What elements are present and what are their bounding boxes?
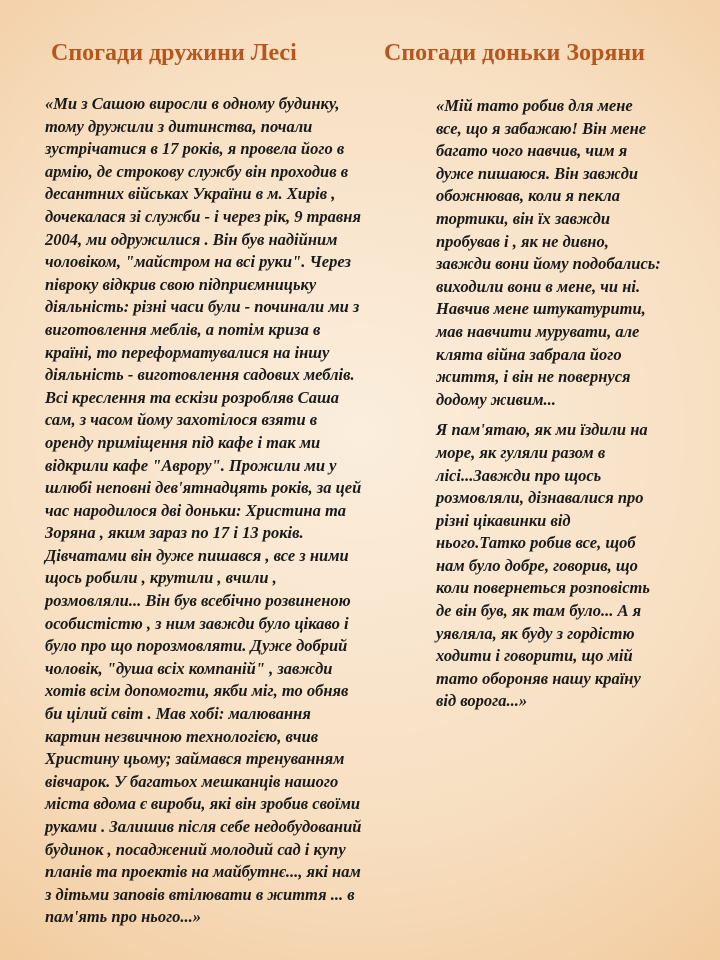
daughter-memories-paragraph-1: «Мій тато робив для мене все, що я забажаю! Він мене багато чого навчив, чим я дуже пишаюся. Він завжди обожнював, коли я пекла тортики, він їх завжди пробував і , як не дивно, завжди вони йому подобались: виходили вони в мене, чи ні. Навчив мене штукатурити, мав навчити мурувати, але клята війна забрала його життя, і він не повернуся додому живим... bbox=[436, 96, 661, 409]
title-wife-memories: Спогади дружини Лесі bbox=[51, 40, 297, 66]
daughter-memories-paragraph-2: Я пам'ятаю, як ми їздили на море, як гуляли разом в лісі...Завжди про щось розмовляли, дізнавалися про різні цікавинки від нього.Татко робив все, щоб нам було добре, говорив, що коли повернеться розповість де він був, як там було... А я уявляла, як буду з гордістю ходити і говорити, що мій тато обороняв нашу країну від ворога...» bbox=[436, 420, 650, 711]
wife-memories-text: «Ми з Сашою виросли в одному будинку, тому дружили з дитинства, почали зустрічатися в 17 років, я провела його в армію, де строкову службу він проходив в десантних військах України в м. Хирів , дочекалася зі служби - і через рік, 9 травня 2004, ми одружилися . Він був надійним чоловіком, "майстром на всі руки". Через півроку відкрив свою підприємницьку діяльність: різні часи були - починали ми з виготовлення меблів, а потім криза в країні, то переформатувалися на іншу діяльність - виготовлення садових меблів. Всі креслення та ескізи розробляв Саша сам, з часом йому захотілося взяти в оренду приміщення під кафе і так ми відкрили кафе "Аврору". Прожили ми у шлюбі неповні дев'ятнадцять років, за цей час народилося дві доньки: Христина та Зоряна , яким зараз по 17 і 13 років. Дівчатами він дуже пишався , все з ними щось робили , крутили , вчили , розмовляли... Він був всебічно розвиненою особистістю , з ним завжди було цікаво і було про що порозмовляти. Дуже добрий чоловік, "душа всіх компаній" , завжди хотів всім допомогти, якби міг, то обняв би цілий світ . Мав хобі: малювання картин незвичною технологією, вчив Христину цьому; займався тренуванням вівчарок. У багатьох мешканців нашого міста вдома є вироби, які він зробив своїми руками . Залишив після себе недобудований будинок , посаджений молодий сад і купу планів та проектів на майбутнє..., які нам з дітьми заповів втілювати в життя ... в пам'ять про нього...» bbox=[45, 94, 362, 927]
wife-memories-column bbox=[45, 93, 415, 929]
title-daughter-memories: Спогади доньки Зоряни bbox=[384, 40, 645, 66]
daughter-memories-column bbox=[436, 95, 701, 713]
